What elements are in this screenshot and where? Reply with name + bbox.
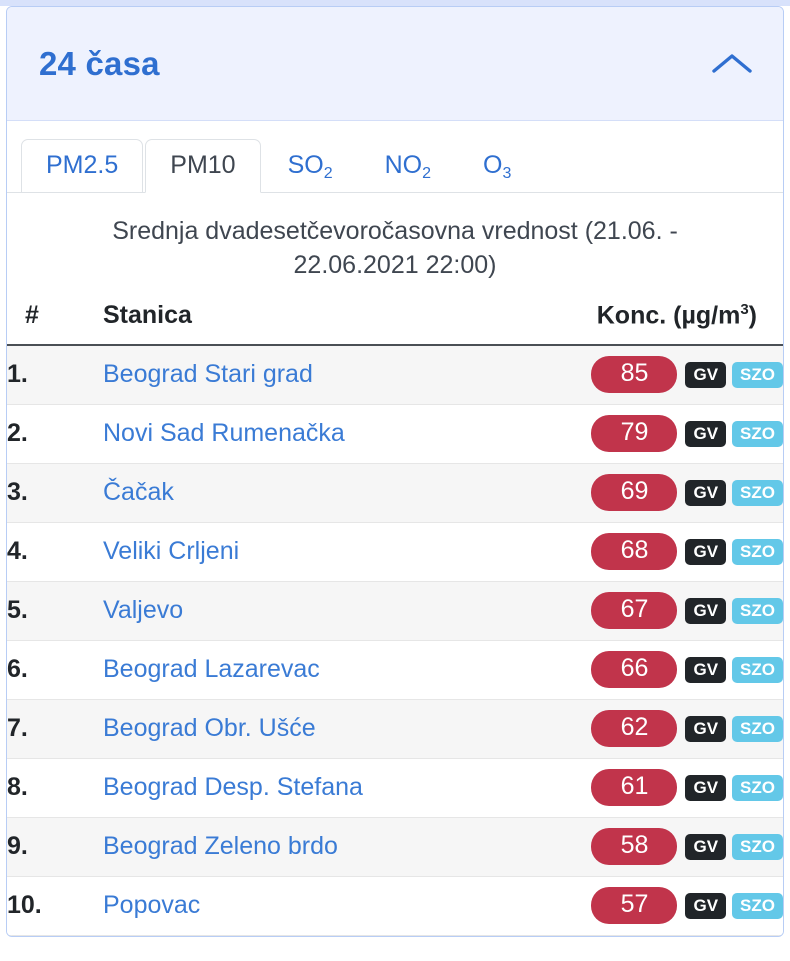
table-row[interactable] [7,404,783,463]
row-values [503,345,783,405]
conc-label: Konc. (µg/m [596,300,741,329]
tab-pm10[interactable] [145,139,260,194]
conc-paren: ) [748,300,757,329]
table-header-row [7,293,783,345]
szo-badge[interactable]: SZO [732,539,783,565]
table-row[interactable] [7,581,783,640]
concentration-badge: 85 [591,356,677,393]
row-station-link[interactable]: Beograd Desp. Stefana [103,758,503,817]
column-header-concentration [503,293,783,345]
row-rank: 1. [7,345,103,405]
row-rank: 2. [7,404,103,463]
gv-badge[interactable]: GV [685,657,726,683]
row-station-link[interactable]: Veliki Crljeni [103,522,503,581]
row-rank: 6. [7,640,103,699]
concentration-badge: 57 [591,887,677,924]
row-rank: 10. [7,876,103,935]
szo-badge[interactable]: SZO [732,775,783,801]
row-values [503,640,783,699]
row-station-link[interactable]: Beograd Obr. Ušće [103,699,503,758]
table-row[interactable] [7,345,783,405]
table-row[interactable] [7,640,783,699]
row-station-link[interactable]: Čačak [103,463,503,522]
szo-badge[interactable]: SZO [732,893,783,919]
concentration-badge: 69 [591,474,677,511]
szo-badge[interactable]: SZO [732,834,783,860]
tab-bar [7,121,783,193]
tab-pm10-label: PM10 [170,150,236,179]
concentration-badge: 62 [591,710,677,747]
tab-o3[interactable] [458,139,536,194]
row-station-link[interactable]: Beograd Stari grad [103,345,503,405]
gv-badge[interactable]: GV [685,421,726,447]
szo-badge[interactable]: SZO [732,480,783,506]
row-rank: 9. [7,817,103,876]
concentration-badge: 58 [591,828,677,865]
row-values [503,581,783,640]
tab-no2-sub: 2 [422,164,432,182]
row-rank: 4. [7,522,103,581]
page-title: 24 časa [39,44,160,82]
table-row[interactable] [7,876,783,935]
gv-badge[interactable]: GV [685,539,726,565]
table-row[interactable] [7,699,783,758]
gv-badge[interactable]: GV [685,834,726,860]
concentration-badge: 79 [591,415,677,452]
row-values [503,404,783,463]
gv-badge[interactable]: GV [685,893,726,919]
tab-so2[interactable] [263,139,358,194]
column-header-station: Stanica [103,293,503,345]
panel [6,6,784,937]
tab-so2-sub: 2 [323,164,333,182]
row-values [503,463,783,522]
row-rank: 7. [7,699,103,758]
row-rank: 3. [7,463,103,522]
concentration-badge: 61 [591,769,677,806]
concentration-badge: 66 [591,651,677,688]
conc-exponent: 3 [740,300,749,318]
concentration-badge: 67 [591,592,677,629]
table-row[interactable] [7,817,783,876]
szo-badge[interactable]: SZO [732,716,783,742]
row-values [503,699,783,758]
row-values [503,876,783,935]
row-rank: 8. [7,758,103,817]
row-values [503,817,783,876]
szo-badge[interactable]: SZO [732,421,783,447]
tab-pm25[interactable] [21,139,143,194]
tab-so2-label: SO [287,150,324,179]
row-station-link[interactable]: Beograd Lazarevac [103,640,503,699]
gv-badge[interactable]: GV [685,598,726,624]
gv-badge[interactable]: GV [685,362,726,388]
row-station-link[interactable]: Novi Sad Rumenačka [103,404,503,463]
concentration-badge: 68 [591,533,677,570]
column-header-rank: # [7,293,103,345]
row-station-link[interactable]: Popovac [103,876,503,935]
tab-no2-label: NO [384,150,423,179]
table-row[interactable] [7,522,783,581]
chevron-up-icon[interactable] [709,41,755,87]
gv-badge[interactable]: GV [685,716,726,742]
szo-badge[interactable]: SZO [732,657,783,683]
row-rank: 5. [7,581,103,640]
row-station-link[interactable]: Valjevo [103,581,503,640]
gv-badge[interactable]: GV [685,480,726,506]
row-station-link[interactable]: Beograd Zeleno brdo [103,817,503,876]
szo-badge[interactable]: SZO [732,598,783,624]
tab-pm25-label: PM2.5 [46,150,119,179]
szo-badge[interactable]: SZO [732,362,783,388]
panel-header[interactable] [7,7,783,121]
tab-o3-label: O [483,150,503,179]
tab-no2[interactable] [360,139,456,194]
row-values [503,522,783,581]
table-row[interactable] [7,463,783,522]
gv-badge[interactable]: GV [685,775,726,801]
table-row[interactable] [7,758,783,817]
measurement-period-subtitle: Srednja dvadesetčevoročasovna vrednost (21.06. - 22.06.2021 22:00) [112,217,678,279]
station-ranking-table [7,293,783,936]
row-values [503,758,783,817]
tab-o3-sub: 3 [502,164,512,182]
